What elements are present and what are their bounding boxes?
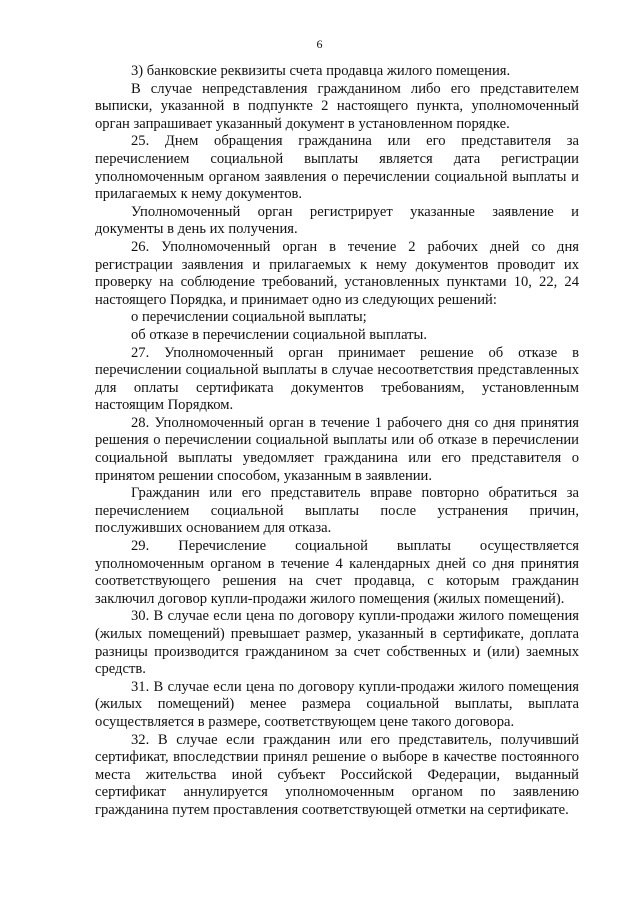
paragraph-reapply: Гражданин или его представитель вправе повторно обратиться за перечислением социальной выплаты после устранения причин, послуживших основанием для отказа. xyxy=(95,485,579,537)
paragraph-non-submission: В случае непредставления гражданином либо его представителем выписки, указанной в подпункте 2 настоящего пункта, уполномоченный орган запрашивает указанный документ в установленном порядке. xyxy=(95,80,579,132)
paragraph-clause-25: 25. Днем обращения гражданина или его представителя за перечислением социальной выплаты является дата регистрации уполномоченным органом заявления о перечислении социальной выплаты и прилагаемых к нему документов. xyxy=(95,133,579,203)
page-number: 6 xyxy=(316,37,323,51)
paragraph-registration: Уполномоченный орган регистрирует указанные заявление и документы в день их получения. xyxy=(95,203,579,238)
paragraph-clause-31: 31. В случае если цена по договору купли-продажи жилого помещения (жилых помещений) менее размера социальной выплаты, выплата осуществляется в размере, соответствующем цене такого договора. xyxy=(95,678,579,730)
paragraph-clause-26: 26. Уполномоченный орган в течение 2 рабочих дней со дня регистрации заявления и прилагаемых к нему документов проводит их проверку на соблюдение требований, установленных пунктами 10, 22, 24 настоящего Порядка, и принимает одно из следующих решений: xyxy=(95,238,579,308)
paragraph-clause-29: 29. Перечисление социальной выплаты осуществляется уполномоченным органом в течение 4 календарных дней со дня принятия соответствующего решения на счет продавца, с которым гражданин заключил договор купли-продажи жилого помещения (жилых помещений). xyxy=(95,538,579,607)
paragraph-decision-refusal: об отказе в перечислении социальной выплаты. xyxy=(131,326,428,343)
paragraph-decision-transfer: о перечислении социальной выплаты; xyxy=(131,309,367,326)
body-text xyxy=(95,63,579,820)
paragraph-clause-27: 27. Уполномоченный орган принимает решение об отказе в перечислении социальной выплаты в случае несоответствия представленных для оплаты сертификата документов требованиям, установленным настоящим Порядком. xyxy=(95,344,579,414)
paragraph-item-3-bank-details: 3) банковские реквизиты счета продавца жилого помещения. xyxy=(131,63,511,79)
paragraph-clause-28: 28. Уполномоченный орган в течение 1 рабочего дня со дня принятия решения о перечислении социальной выплаты или об отказе в перечислении социальной выплаты уведомляет гражданина или его представителя о принятом решении способом, указанным в заявлении. xyxy=(95,414,579,484)
paragraph-clause-30: 30. В случае если цена по договору купли-продажи жилого помещения (жилых помещений) превышает размер, указанный в сертификате, доплата разницы производится гражданином за счет собственных и (или) заемных средств. xyxy=(95,608,579,678)
paragraph-clause-32: 32. В случае если гражданин или его представитель, получивший сертификат, впоследствии принял решение о выборе в качестве постоянного места жительства иной субъект Российской Федерации, выданный сертификат аннулируется уполномоченным органом по заявлению гражданина путем проставления соответствующей отметки на сертификате. xyxy=(95,731,579,818)
